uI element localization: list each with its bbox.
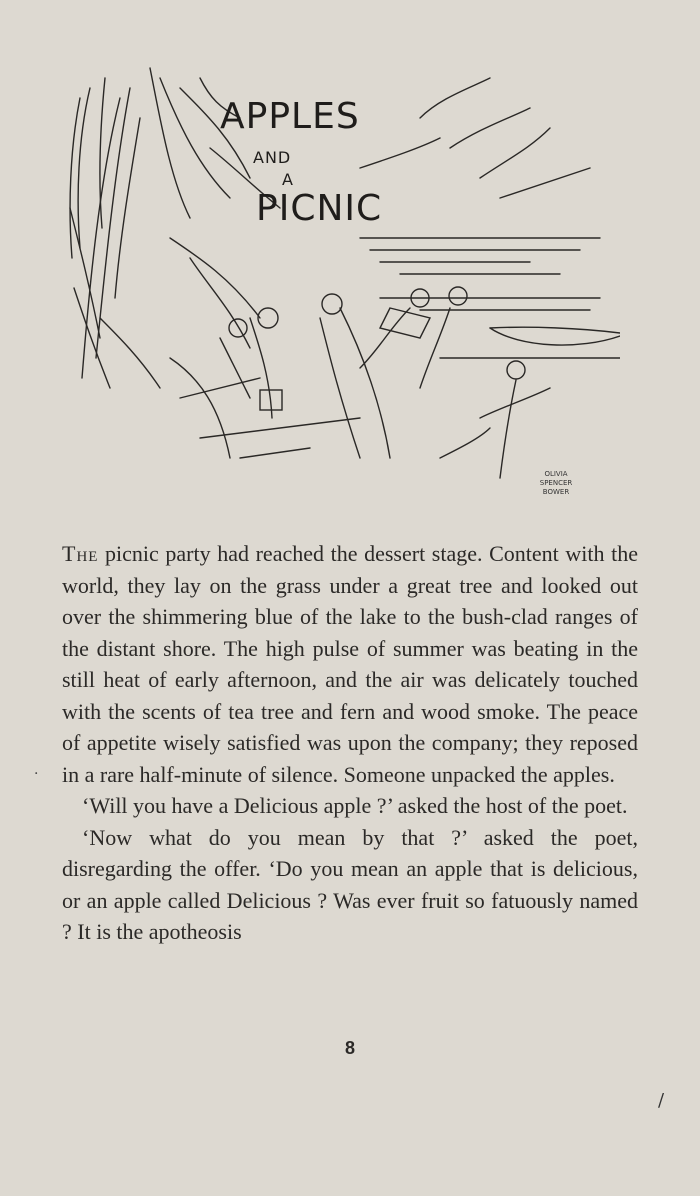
title-picnic: PICNIC [256, 188, 383, 229]
page-speck: · [34, 766, 39, 782]
artist-signature [526, 470, 586, 497]
drop-lead: The [62, 541, 99, 566]
paragraph-text: picnic party had reached the dessert stage. Content with the world, they lay on the grass under a great tree and looked out over the shimmering blue of the lake to the bush-clad ranges of the distant shore. The high pulse of summer was beating in the still heat of early afternoon, and the air was delicately touched with the scents of tea tree and fern and wood smoke. The peace of appetite wisely satisfied was upon the company; they reposed in a rare half-minute of silence. Someone unpacked the apples. [62, 541, 638, 787]
stray-mark: / [658, 1090, 665, 1111]
signature-line: SPENCER [539, 479, 573, 487]
title-a: A [282, 170, 294, 189]
signature-line: BOWER [542, 488, 570, 496]
signature-line: OLIVIA [544, 470, 568, 478]
paragraph [62, 538, 638, 790]
title-and: AND [253, 148, 292, 167]
paragraph: ‘Will you have a Delicious apple ?’ asked the host of the poet. [82, 793, 628, 818]
paragraph: ‘Now what do you mean by that ?’ asked the poet, disregarding the offer. ‘Do you mean an apple that is delicious, or an apple called Delicious ? Was ever fruit so fatuously named ? It is the apotheosis [62, 824, 638, 944]
page-number: 8 [344, 1038, 355, 1058]
title-apples: APPLES [220, 96, 360, 137]
body-text [62, 538, 638, 948]
